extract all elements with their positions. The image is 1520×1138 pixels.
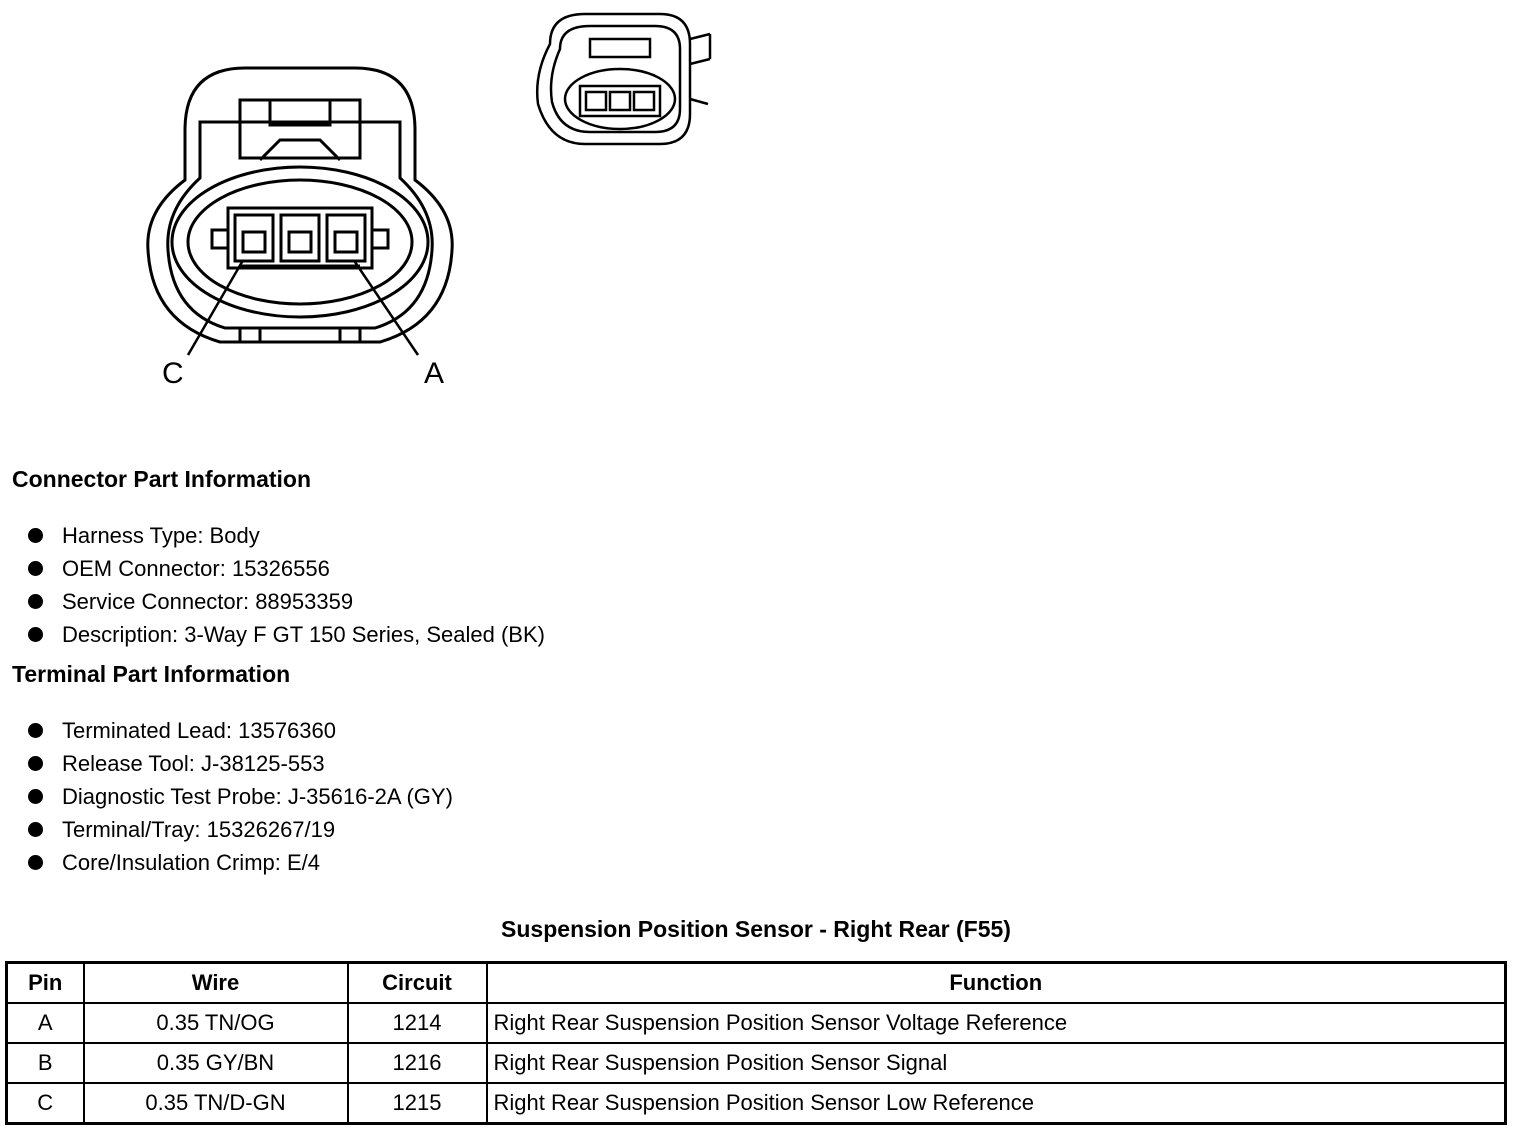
cell-circuit: 1214: [348, 1003, 487, 1043]
bullet-icon: [28, 855, 43, 870]
table-row: [7, 1003, 1506, 1043]
connector-part-info-list: [28, 519, 545, 651]
header-function: Function: [487, 963, 1506, 1004]
pin-label-a: A: [424, 357, 445, 390]
cell-circuit: 1216: [348, 1043, 487, 1083]
bullet-icon: [28, 822, 43, 837]
list-item: Terminal/Tray: 15326267/19: [28, 813, 453, 846]
table-header-row: [7, 963, 1506, 1004]
list-item: Core/Insulation Crimp: E/4: [28, 846, 453, 879]
bullet-icon: [28, 756, 43, 771]
connector-face-diagram: [130, 60, 470, 400]
bullet-icon: [28, 594, 43, 609]
bullet-icon: [28, 627, 43, 642]
table-row: [7, 1083, 1506, 1124]
list-item: Terminated Lead: 13576360: [28, 714, 453, 747]
cell-wire: 0.35 GY/BN: [84, 1043, 348, 1083]
pinout-table: [5, 961, 1507, 1125]
connector-part-info-heading: Connector Part Information: [12, 466, 312, 492]
cell-function: Right Rear Suspension Position Sensor Low Reference: [487, 1083, 1506, 1124]
pinout-table-title: Suspension Position Sensor - Right Rear (F55): [501, 916, 1011, 942]
bullet-icon: [28, 789, 43, 804]
table-row: [7, 1043, 1506, 1083]
list-item: Description: 3-Way F GT 150 Series, Sealed (BK): [28, 618, 545, 651]
cell-pin: A: [7, 1003, 84, 1043]
header-wire: Wire: [84, 963, 348, 1004]
connector-perspective-diagram: [530, 4, 715, 154]
bullet-icon: [28, 528, 43, 543]
pin-label-c: C: [162, 357, 184, 390]
list-item: OEM Connector: 15326556: [28, 552, 545, 585]
header-circuit: Circuit: [348, 963, 487, 1004]
cell-circuit: 1215: [348, 1083, 487, 1124]
list-item: Diagnostic Test Probe: J-35616-2A (GY): [28, 780, 453, 813]
list-item: Service Connector: 88953359: [28, 585, 545, 618]
list-item: Release Tool: J-38125-553: [28, 747, 453, 780]
terminal-part-info-list: [28, 714, 453, 879]
cell-wire: 0.35 TN/OG: [84, 1003, 348, 1043]
list-item: Harness Type: Body: [28, 519, 545, 552]
cell-function: Right Rear Suspension Position Sensor Signal: [487, 1043, 1506, 1083]
bullet-icon: [28, 723, 43, 738]
terminal-part-info-heading: Terminal Part Information: [12, 661, 291, 687]
bullet-icon: [28, 561, 43, 576]
cell-pin: C: [7, 1083, 84, 1124]
cell-function: Right Rear Suspension Position Sensor Voltage Reference: [487, 1003, 1506, 1043]
header-pin: Pin: [7, 963, 84, 1004]
cell-wire: 0.35 TN/D-GN: [84, 1083, 348, 1124]
cell-pin: B: [7, 1043, 84, 1083]
